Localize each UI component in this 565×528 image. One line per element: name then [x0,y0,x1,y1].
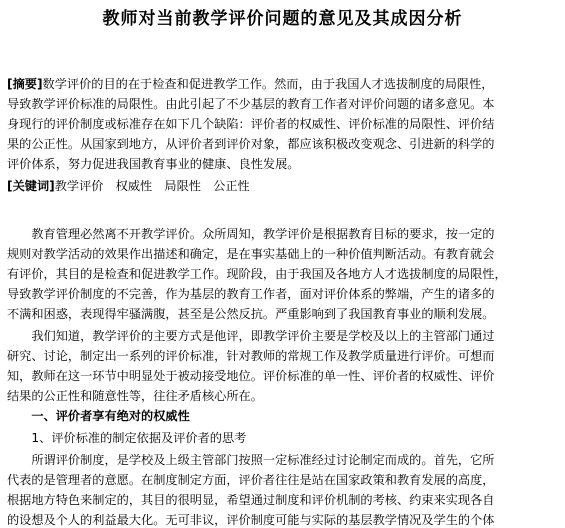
body-line: 有评价，其目的是检查和促进教学工作。现阶段，由于我国及各地方人才选拔制度的局限性， [7,267,507,281]
section-heading: 一、评价者享有绝对的权威性 [7,409,190,423]
abstract-line: 评价体系，努力促进我国教育事业的健康、良性发展。 [7,157,300,171]
abstract-line: 导致教学评价标准的局限性。由此引起了不少基层的教育工作者对评价问题的诸多意见。本 [7,97,495,111]
body-line: 我们知道，教学评价的主要方式是他评，即教学评价主要是学校及以上的主管部门通过 [7,329,495,343]
body-line: 研究、讨论，制定出一系列的评价标准，针对教师的常规工作及教学质量进行评价。可想而 [7,349,495,363]
body-line: 不满和困惑，表现得牢骚满腹，甚至是公然反抗。严重影响到了我国教育事业的顺利发展。 [7,307,495,321]
body-line: 根据地方特色来制定的，其目的很明显，希望通过制度和评价机制的考核、约束来实现各自 [7,493,495,507]
subsection-heading: 1、评价标准的制定依据及评价者的思考 [7,431,247,445]
body-line: 知，教师在这一环节中明显处于被动接受地位。评价标准的单一性、评价者的权威性、评价 [7,369,495,383]
abstract-text: 数学评价的目的在于检查和促进教学工作。然而，由于我国人才选拔制度的局限性， [42,77,494,91]
body-line: 所谓评价制度，是学校及上级主管部门按照一定标准经过讨论制定而成的。首先，它所 [7,453,495,467]
abstract-label: [摘要] [7,77,43,91]
body-line: 代表的是管理者的意愿。在制度制定方面，评价者往往是站在国家政策和教育发展的高度， [7,473,495,487]
body-line: 规则对教学活动的效果作出描述和确定，是在事实基础上的一种价值判断活动。有教育就会 [7,247,495,261]
abstract-line [7,76,493,92]
abstract-line: 身现行的评价制度或标准存在如下几个缺陷：评价者的权威性、评价标准的局限性、评价结 [7,117,495,131]
body-line: 结果的公正性和随意性等，往往矛盾核心所在。 [7,389,263,403]
document-title: 教师对当前教学评价问题的意见及其成因分析 [102,9,463,29]
body-line: 教育管理必然离不开教学评价。众所周知，教学评价是根据教育目标的要求，按一定的 [7,227,495,241]
keywords-line [7,178,250,194]
abstract-line: 果的公正性。从国家到地方，从评价者到评价对象，都应该积极改变观念、引进新的科学的 [7,137,495,151]
keywords-label: [关键词] [7,179,55,193]
body-line: 导致教学评价制度的不完善，作为基层的教育工作者，面对评价体系的弊端，产生的诸多的 [7,287,495,301]
keywords-text: 教学评价 权威性 局限性 公正性 [54,179,250,193]
body-line: 的设想及个人的利益最大化。无可非议，评价制度可能与实际的基层教学情况及学生的个体 [7,513,495,527]
